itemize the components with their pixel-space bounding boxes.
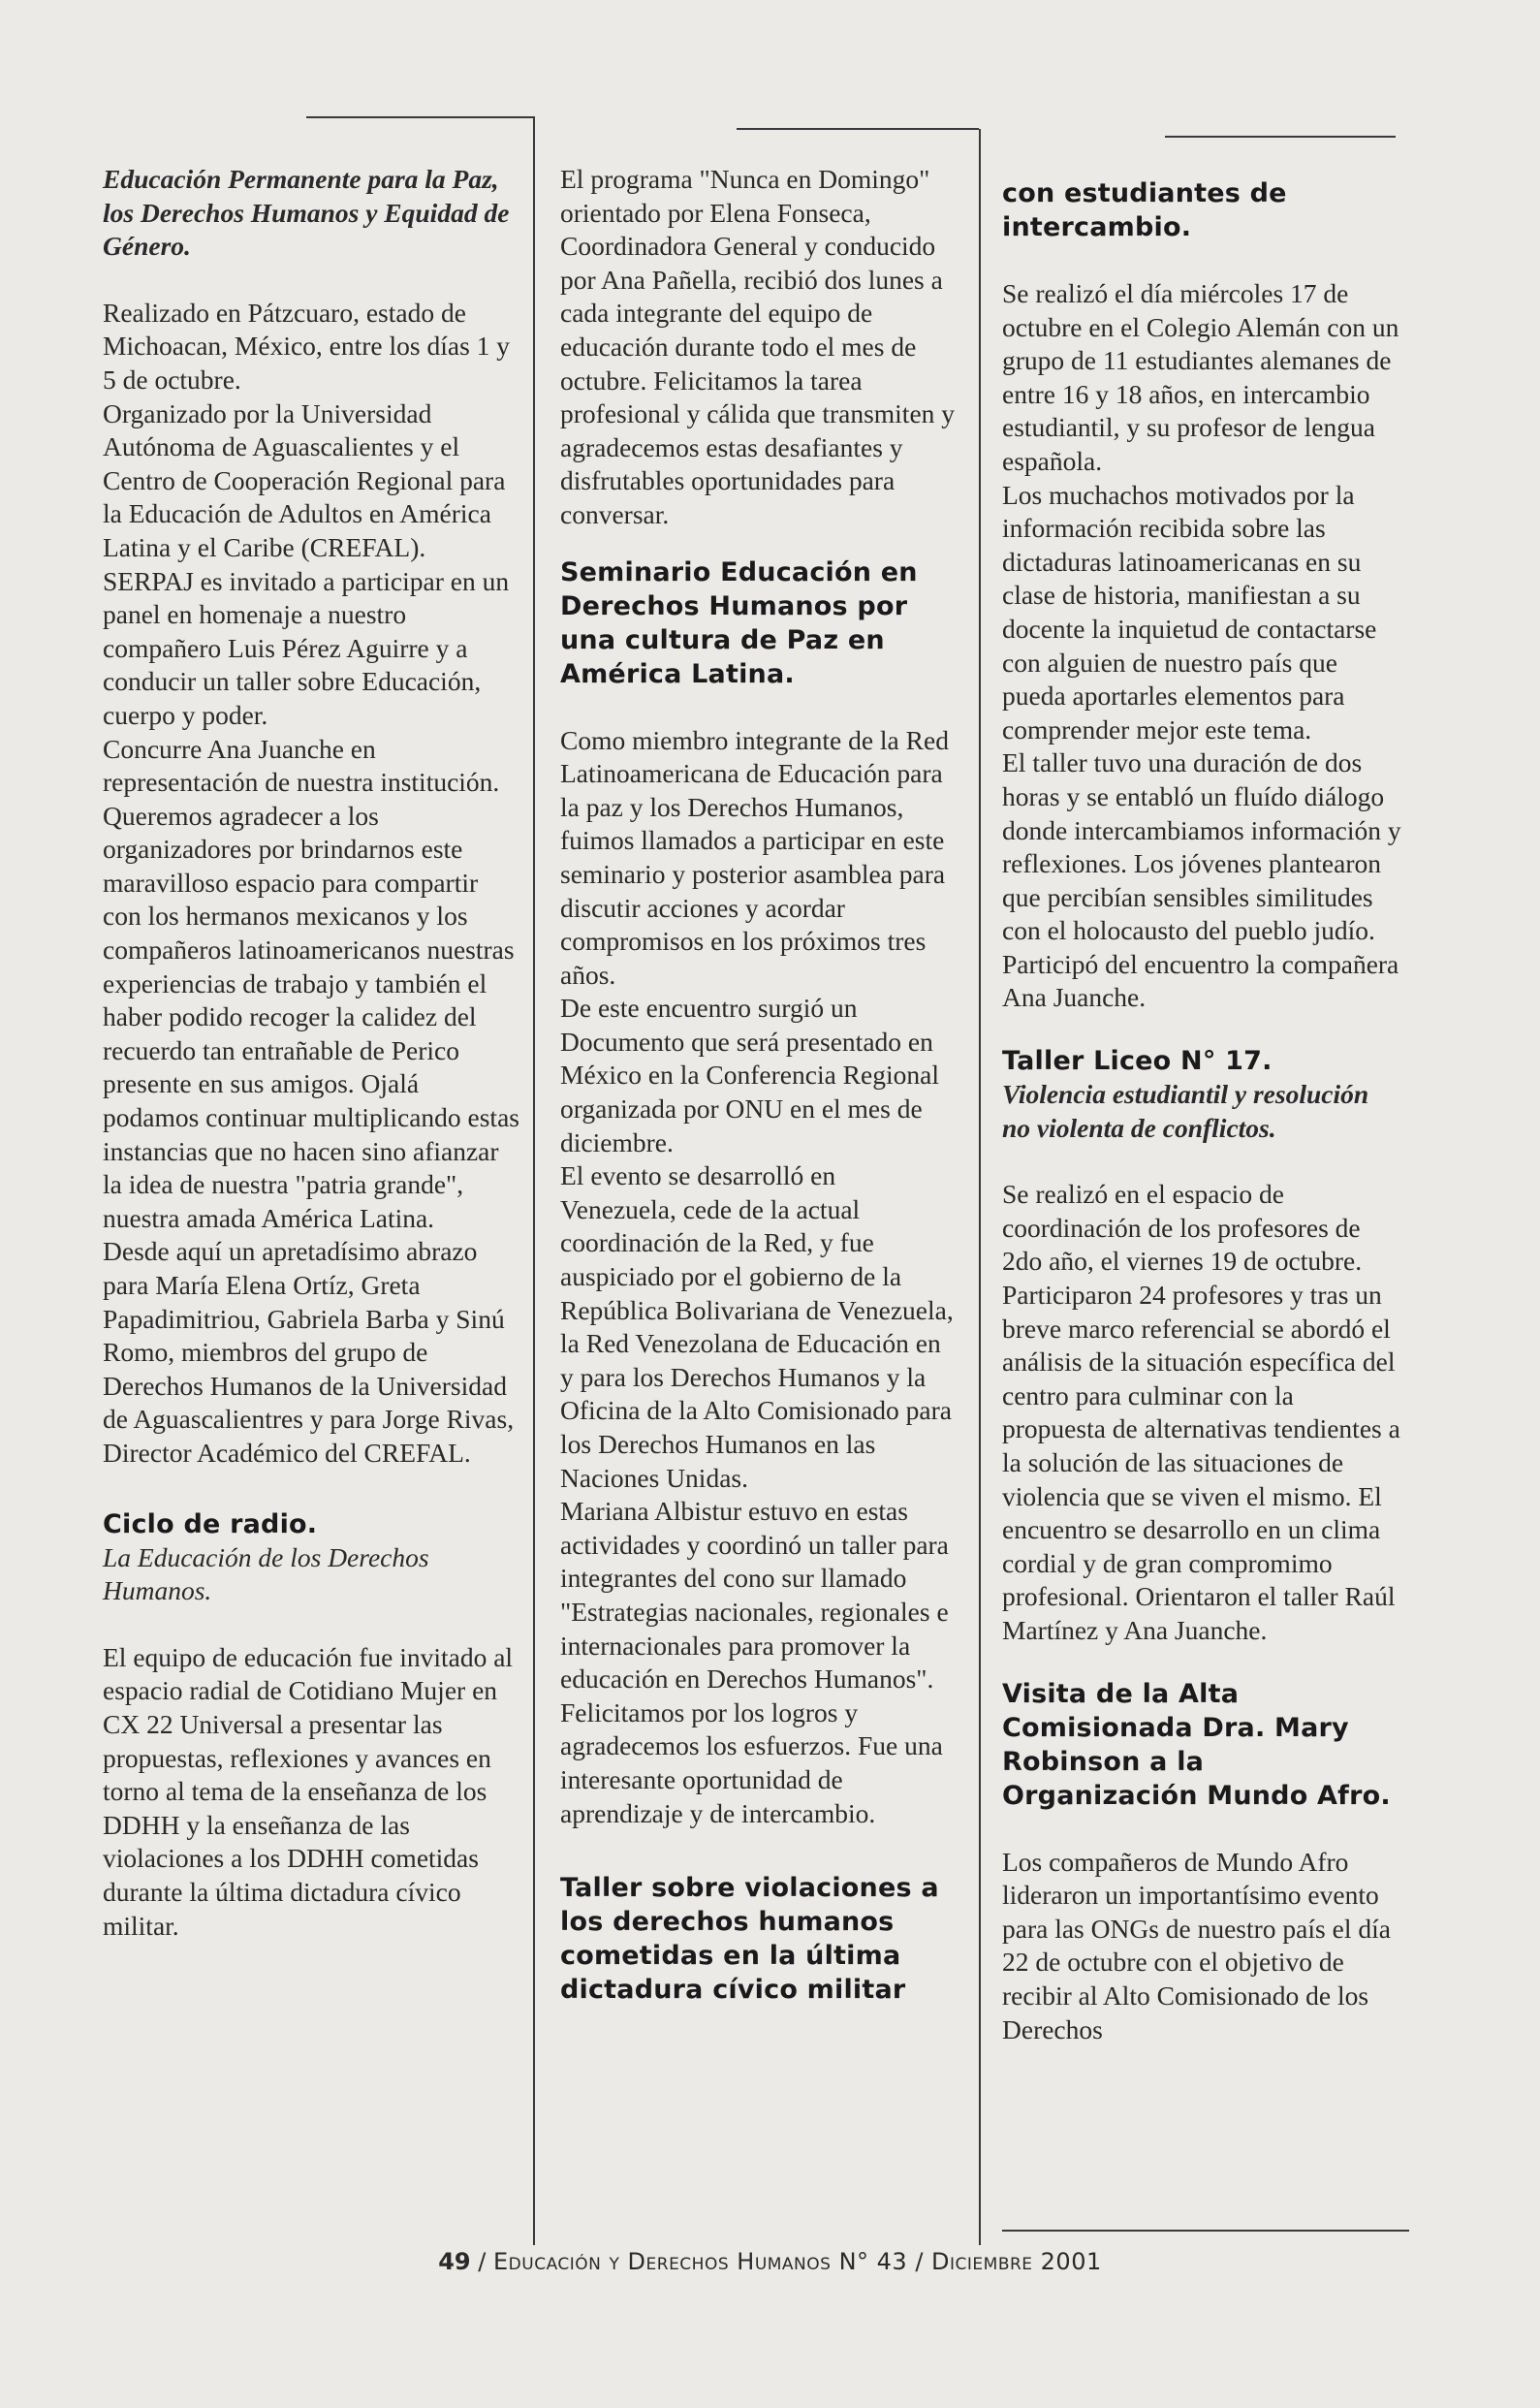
bottom-rule <box>1002 2230 1409 2232</box>
heading-taller-liceo: Taller Liceo N° 17. <box>1002 1046 1273 1077</box>
paragraph: Los compañeros de Mundo Afro lideraron un importantísimo evento para las ONGs de nuestro país el día 22 de octubre con el objetivo de recibir al Alto Comisionado de los Derechos <box>1002 1846 1391 2044</box>
page-footer <box>0 2248 1540 2275</box>
subheading-educacion-ddhh: La Educación de los Derechos Humanos. <box>103 1541 429 1606</box>
paragraph: Realizado en Pátzcuaro, estado de Michoacan, México, entre los días 1 y 5 de octubre. <box>103 297 511 395</box>
column-divider-1 <box>533 117 535 2245</box>
top-rule-col1 <box>306 116 535 118</box>
page-number: 49 <box>438 2248 471 2275</box>
footer-separator: / <box>478 2248 487 2275</box>
heading-visita-alta-comisionada: Visita de la Alta Comisionada Dra. Mary Robinson a la Organización Mundo Afro. <box>1002 1678 1391 1811</box>
column-1 <box>103 163 521 1943</box>
column-2 <box>560 163 956 2007</box>
heading-taller-violaciones: Taller sobre violaciones a los derechos humanos cometidas en la última dictadura cívico militar <box>560 1873 939 2006</box>
subheading-violencia-estudiantil: Violencia estudiantil y resolución no violenta de conflictos. <box>1002 1079 1369 1143</box>
paragraph: Mariana Albistur estuvo en estas actividades y coordinó un taller para integrantes del cono sur llamado "Estrategias nacionales, regionales e internacionales para promover la educación en Derechos Humanos". <box>560 1496 949 1695</box>
heading-continued: con estudiantes de intercambio. <box>1002 178 1287 242</box>
paragraph: El evento se desarrolló en Venezuela, cede de la actual coordinación de la Red, y fue auspiciado por el gobierno de la República Bolivariana de Venezuela, la Red Venezolana de Educación en y para los Derechos Humanos y la Oficina de la Alto Comisionado para los Derechos Humanos en las Naciones Unidas. <box>560 1160 954 1493</box>
paragraph: Se realizó el día miércoles 17 de octubre en el Colegio Alemán con un grupo de 11 estudiantes alemanes de entre 16 y 18 años, en intercambio estudiantil, y su profesor de lengua española. <box>1002 278 1399 476</box>
paragraph: SERPAJ es invitado a participar en un panel en homenaje a nuestro compañero Luis Pérez Aguirre y a conducir un taller sobre Educación, cuerpo y poder. <box>103 565 510 730</box>
heading-seminario: Seminario Educación en Derechos Humanos por una cultura de Paz en América Latina. <box>560 556 918 689</box>
paragraph: Organizado por la Universidad Autónoma de Aguascalientes y el Centro de Cooperación Regional para la Educación de Adultos en América Latina y el Caribe (CREFAL). <box>103 397 506 562</box>
paragraph: Felicitamos por los logros y agradecemos los esfuerzos. Fue una interesante oportunidad de aprendizaje y de intercambio. <box>560 1696 943 1828</box>
column-divider-2 <box>979 129 981 2245</box>
top-rule-col2 <box>737 128 979 130</box>
paragraph: El equipo de educación fue invitado al espacio radial de Cotidiano Mujer en CX 22 Universal a presentar las propuestas, reflexiones y avances en torno al tema de la enseñanza de los DDHH y la enseñanza de las violaciones a los DDHH cometidas durante la última dictadura cívico militar. <box>103 1641 514 1941</box>
column-3 <box>1002 163 1401 2046</box>
paragraph: El taller tuvo una duración de dos horas y se entabló un fluído diálogo donde intercambiamos información y reflexiones. Los jóvenes plantearon que percibían sensibles similitudes con el holocausto del pueblo judío. Participó del encuentro la compañera Ana Juanche. <box>1002 747 1401 1013</box>
paragraph: Se realizó en el espacio de coordinación de los profesores de 2do año, el viernes 19 de octubre. Participaron 24 profesores y tras un breve marco referencial se abordó el análisis de la situación específica del centro para culminar con la propuesta de alternativas tendientes a la solución de las situaciones de violencia que se viven el mismo. El encuentro se desarrollo en un clima cordial y de gran compromimo profesional. Orientaron el taller Raúl Martínez y Ana Juanche. <box>1002 1179 1400 1645</box>
paragraph: Los muchachos motivados por la información recibida sobre las dictaduras latinoamericanas en su clase de historia, manifiestan a su docente la inquietud de contactarse con alguien de nuestro país que pueda aportarles elementos para comprender mejor este tema. <box>1002 479 1377 745</box>
top-rule-col3 <box>1165 136 1396 138</box>
paragraph: Concurre Ana Juanche en representación de nuestra institución. Queremos agradecer a los organizadores por brindarnos este maravilloso espacio para compartir con los hermanos mexicanos y los compañeros latinoamericanos nuestras experiencias de trabajo y también el haber podido recoger la calidez del recuerdo tan entrañable de Perico presente en sus amigos. Ojalá podamos continuar multiplicando estas instancias que no hacen sino afianzar la idea de nuestra "patria grande", nuestra amada América Latina. <box>103 733 519 1233</box>
paragraph: Desde aquí un apretadísimo abrazo para María Elena Ortíz, Greta Papadimitriou, Gabriela Barba y Sinú Romo, miembros del grupo de Derechos Humanos de la Universidad de Aguascalientres y para Jorge Rivas, Director Académico del CREFAL. <box>103 1236 515 1468</box>
article-title-educacion-permanente: Educación Permanente para la Paz, los Derechos Humanos y Equidad de Género. <box>103 164 510 262</box>
publication-info: Educación y Derechos Humanos N° 43 / Diciembre 2001 <box>493 2248 1102 2275</box>
paragraph: Como miembro integrante de la Red Latinoamericana de Educación para la paz y los Derechos Humanos, fuimos llamados a participar en este seminario y posterior asamblea para discutir acciones y acordar compromisos en los próximos tres años. <box>560 724 949 990</box>
heading-ciclo-de-radio: Ciclo de radio. <box>103 1508 318 1539</box>
paragraph: De este encuentro surgió un Documento que será presentado en México en la Conferencia Regional organizada por ONU en el mes de diciembre. <box>560 993 939 1157</box>
paragraph: El programa "Nunca en Domingo" orientado por Elena Fonseca, Coordinadora General y conducido por Ana Pañella, recibió dos lunes a cada integrante del equipo de educación durante todo el mes de octubre. Felicitamos la tarea profesional y cálida que transmiten y agradecemos estas desafiantes y disfrutables oportunidades para conversar. <box>560 164 956 529</box>
